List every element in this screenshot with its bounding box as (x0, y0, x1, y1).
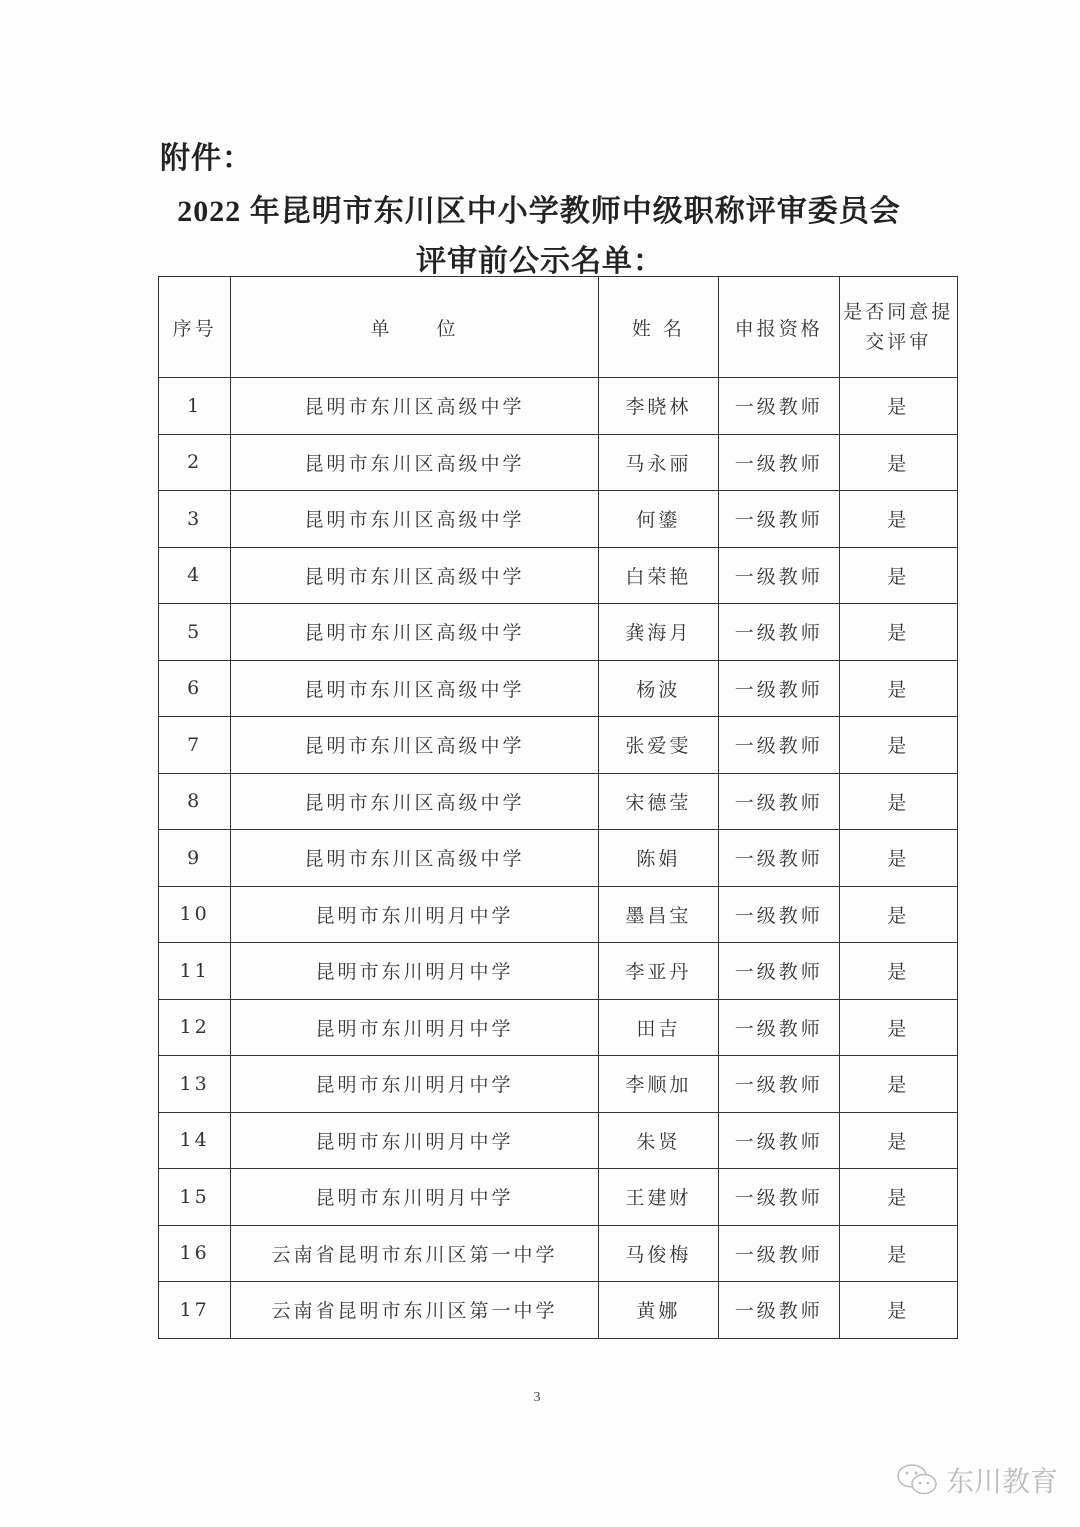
attachment-label: 附件： (160, 142, 253, 175)
cell-qualification: 一级教师 (719, 886, 839, 943)
table-row (159, 1225, 958, 1282)
cell-no: 15 (159, 1169, 231, 1226)
cell-name: 陈娟 (598, 830, 718, 887)
cell-name: 黄娜 (598, 1282, 718, 1339)
cell-no: 13 (159, 1056, 231, 1113)
cell-unit: 昆明市东川区高级中学 (231, 830, 598, 887)
cell-no: 8 (159, 773, 231, 830)
cell-unit: 昆明市东川明月中学 (231, 999, 598, 1056)
cell-unit: 云南省昆明市东川区第一中学 (231, 1282, 598, 1339)
cell-qualification: 一级教师 (719, 378, 839, 435)
cell-unit: 昆明市东川明月中学 (231, 1169, 598, 1226)
cell-qualification: 一级教师 (719, 491, 839, 548)
table-row (159, 491, 958, 548)
table-row (159, 943, 958, 1000)
cell-agree: 是 (839, 1169, 957, 1226)
cell-unit: 昆明市东川明月中学 (231, 886, 598, 943)
cell-unit: 昆明市东川明月中学 (231, 943, 598, 1000)
cell-agree: 是 (839, 378, 957, 435)
cell-name: 李亚丹 (598, 943, 718, 1000)
cell-qualification: 一级教师 (719, 547, 839, 604)
header-agree-text: 是否同意提交评审 (843, 301, 954, 353)
cell-no: 14 (159, 1112, 231, 1169)
table-row (159, 434, 958, 491)
table-row (159, 717, 958, 774)
table-row (159, 773, 958, 830)
watermark-text: 东川教育 (946, 1465, 1059, 1498)
cell-no: 4 (159, 547, 231, 604)
header-unit: 单 位 (231, 277, 598, 378)
cell-name: 朱贤 (598, 1112, 718, 1169)
table-row (159, 547, 958, 604)
table-row (159, 830, 958, 887)
wechat-icon (896, 1462, 940, 1498)
cell-unit: 昆明市东川明月中学 (231, 1112, 598, 1169)
cell-no: 12 (159, 999, 231, 1056)
cell-unit: 昆明市东川区高级中学 (231, 604, 598, 661)
cell-qualification: 一级教师 (719, 717, 839, 774)
cell-agree: 是 (839, 830, 957, 887)
cell-name: 田吉 (598, 999, 718, 1056)
cell-agree: 是 (839, 1112, 957, 1169)
cell-name: 龚海月 (598, 604, 718, 661)
roster-table (158, 276, 958, 1339)
cell-agree: 是 (839, 660, 957, 717)
cell-agree: 是 (839, 547, 957, 604)
table-row (159, 660, 958, 717)
cell-no: 9 (159, 830, 231, 887)
cell-no: 7 (159, 717, 231, 774)
cell-name: 李晓林 (598, 378, 718, 435)
cell-agree: 是 (839, 491, 957, 548)
cell-qualification: 一级教师 (719, 830, 839, 887)
cell-no: 16 (159, 1225, 231, 1282)
cell-agree: 是 (839, 604, 957, 661)
cell-unit: 昆明市东川区高级中学 (231, 378, 598, 435)
cell-no: 11 (159, 943, 231, 1000)
cell-qualification: 一级教师 (719, 604, 839, 661)
table-row (159, 1282, 958, 1339)
cell-name: 马俊梅 (598, 1225, 718, 1282)
table-row (159, 378, 958, 435)
cell-agree: 是 (839, 1225, 957, 1282)
cell-qualification: 一级教师 (719, 434, 839, 491)
cell-qualification: 一级教师 (719, 1056, 839, 1113)
cell-no: 17 (159, 1282, 231, 1339)
page-number: 3 (533, 1390, 541, 1405)
watermark (896, 1460, 1058, 1500)
cell-unit: 昆明市东川区高级中学 (231, 717, 598, 774)
header-qualification: 申报资格 (719, 277, 839, 378)
table-row (159, 1112, 958, 1169)
cell-qualification: 一级教师 (719, 773, 839, 830)
cell-no: 10 (159, 886, 231, 943)
cell-agree: 是 (839, 886, 957, 943)
cell-qualification: 一级教师 (719, 943, 839, 1000)
header-row (159, 277, 958, 378)
cell-unit: 昆明市东川区高级中学 (231, 491, 598, 548)
cell-no: 1 (159, 378, 231, 435)
cell-name: 马永丽 (598, 434, 718, 491)
cell-unit: 昆明市东川区高级中学 (231, 547, 598, 604)
cell-unit: 昆明市东川区高级中学 (231, 434, 598, 491)
cell-name: 何鎏 (598, 491, 718, 548)
cell-agree: 是 (839, 1056, 957, 1113)
cell-unit: 云南省昆明市东川区第一中学 (231, 1225, 598, 1282)
table-row (159, 604, 958, 661)
table-row (159, 1056, 958, 1113)
cell-name: 墨昌宝 (598, 886, 718, 943)
cell-name: 王建财 (598, 1169, 718, 1226)
cell-no: 2 (159, 434, 231, 491)
cell-qualification: 一级教师 (719, 1225, 839, 1282)
cell-no: 3 (159, 491, 231, 548)
document-title: 2022 年昆明市东川区中小学教师中级职称评审委员会 (177, 195, 901, 228)
cell-unit: 昆明市东川明月中学 (231, 1056, 598, 1113)
table-row (159, 1169, 958, 1226)
table-row (159, 999, 958, 1056)
cell-qualification: 一级教师 (719, 1282, 839, 1339)
document-subtitle: 评审前公示名单： (416, 245, 664, 278)
cell-agree: 是 (839, 717, 957, 774)
cell-agree: 是 (839, 999, 957, 1056)
cell-name: 宋德莹 (598, 773, 718, 830)
cell-name: 李顺加 (598, 1056, 718, 1113)
cell-qualification: 一级教师 (719, 1169, 839, 1226)
cell-qualification: 一级教师 (719, 1112, 839, 1169)
cell-qualification: 一级教师 (719, 660, 839, 717)
cell-agree: 是 (839, 943, 957, 1000)
table-row (159, 886, 958, 943)
cell-no: 5 (159, 604, 231, 661)
cell-name: 杨波 (598, 660, 718, 717)
header-no: 序号 (159, 277, 231, 378)
cell-name: 张爱雯 (598, 717, 718, 774)
cell-no: 6 (159, 660, 231, 717)
cell-name: 白荣艳 (598, 547, 718, 604)
cell-unit: 昆明市东川区高级中学 (231, 773, 598, 830)
cell-agree: 是 (839, 773, 957, 830)
cell-agree: 是 (839, 1282, 957, 1339)
cell-qualification: 一级教师 (719, 999, 839, 1056)
header-agree (839, 277, 957, 378)
cell-agree: 是 (839, 434, 957, 491)
cell-unit: 昆明市东川区高级中学 (231, 660, 598, 717)
header-name: 姓 名 (598, 277, 718, 378)
